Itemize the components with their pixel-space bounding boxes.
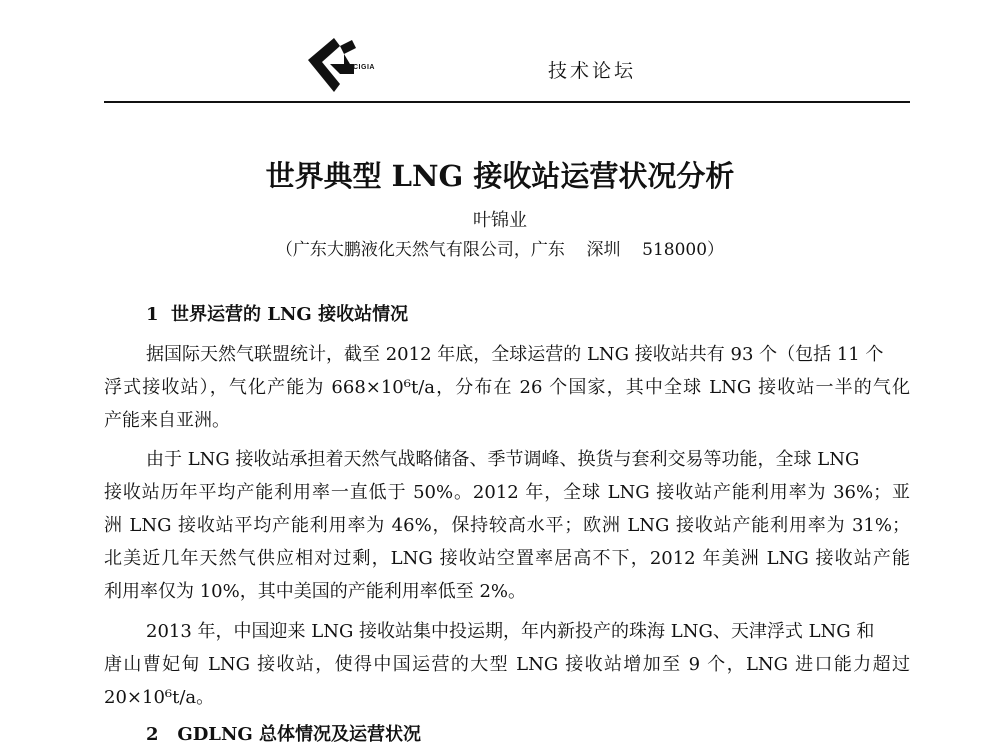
section-heading: 1 世界运营的 LNG 接收站情况 [146, 304, 409, 325]
paragraph-line: 产能来自亚洲。 [104, 410, 230, 431]
section-heading: 2 GDLNG 总体情况及运营状况 [146, 724, 422, 745]
paragraph-line: 利用率仅为 10%，其中美国的产能利用率低至 2%。 [104, 581, 527, 602]
paragraph-line: 唐山曹妃甸 LNG 接收站，使得中国运营的大型 LNG 接收站增加至 9 个，LNG 进口能力超过 [104, 654, 910, 675]
paragraph-line: 接收站历年平均产能利用率一直低于 50%。2012 年，全球 LNG 接收站产能利用率为 36%；亚 [104, 482, 910, 503]
logo-text: CIGIA [353, 64, 375, 71]
header-divider [104, 101, 910, 103]
article-affiliation: （广东大鹏液化天然气有限公司，广东 深圳 518000） [275, 240, 725, 260]
paragraph-line: 20×10⁶t/a。 [104, 687, 215, 708]
section-label: 技术论坛 [548, 60, 637, 82]
paragraph-line: 北美近几年天然气供应相对过剩，LNG 接收站空置率居高不下，2012 年美洲 LNG 接收站产能 [104, 548, 910, 569]
article-author: 叶锦业 [473, 210, 527, 231]
paragraph-line: 2013 年，中国迎来 LNG 接收站集中投运期，年内新投产的珠海 LNG、天津浮式 LNG 和 [146, 621, 875, 642]
paragraph-line: 据国际天然气联盟统计，截至 2012 年底，全球运营的 LNG 接收站共有 93 个（包括 11 个 [146, 344, 884, 365]
paragraph-line: 由于 LNG 接收站承担着天然气战略储备、季节调峰、换货与套利交易等功能，全球 LNG [146, 449, 860, 470]
paragraph-line: 洲 LNG 接收站平均产能利用率为 46%，保持较高水平；欧洲 LNG 接收站产能利用率为 31%； [104, 515, 910, 536]
article-title: 世界典型 LNG 接收站运营状况分析 [265, 159, 735, 193]
paragraph-line: 浮式接收站），气化产能为 668×10⁶t/a，分布在 26 个国家，其中全球 LNG 接收站一半的气化 [104, 377, 910, 398]
